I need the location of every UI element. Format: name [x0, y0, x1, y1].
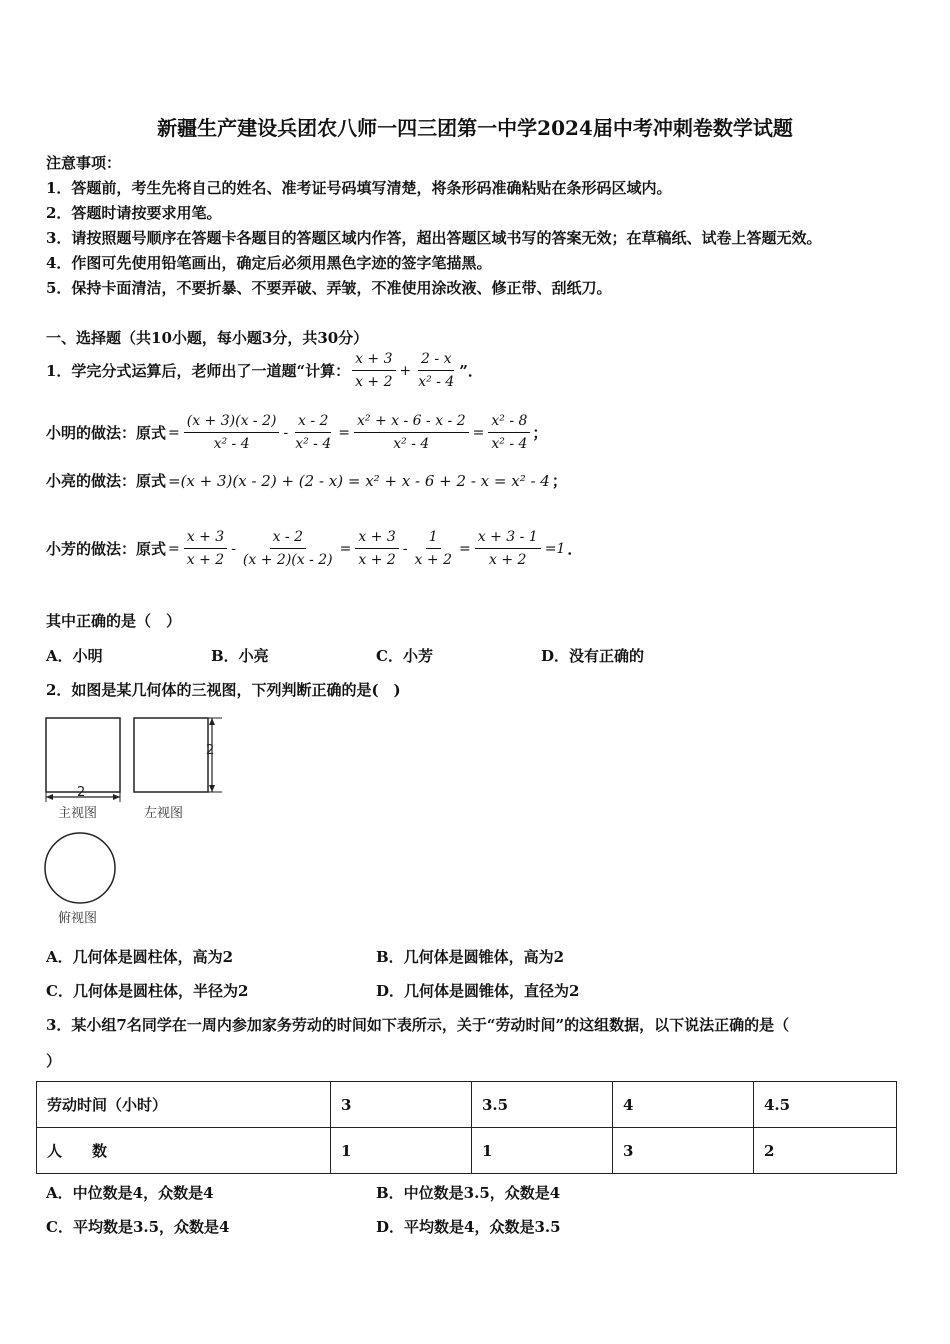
notice-item: 5．保持卡面清洁，不要折暴、不要弄破、弄皱，不准使用涂改液、修正带、刮纸刀。	[46, 279, 612, 297]
side-view-rect	[134, 718, 208, 792]
fraction: $\frac{\text{x² - 8}}{\text{x² - 4}}$	[488, 410, 530, 455]
xiaoliang-label: 小亮的做法：原式	[46, 472, 167, 490]
table-cell: 1	[331, 1128, 472, 1174]
q3-option-c[interactable]: C．平均数是3.5，众数是4	[46, 1218, 230, 1236]
notice-heading: 注意事项：	[46, 154, 122, 172]
q1-option-c[interactable]: C．小芳	[376, 647, 433, 665]
width-dimension-label: 2	[77, 785, 86, 800]
table-cell: 人 数	[37, 1128, 331, 1174]
table-cell: 3	[613, 1128, 754, 1174]
table-cell: 4.5	[754, 1082, 897, 1128]
table-row	[37, 1128, 897, 1174]
q2-option-d[interactable]: D．几何体是圆锥体，直径为2	[376, 982, 580, 1000]
q1-xiaoming-line: 小明的做法：原式 = $\frac{(x + 3)(x - 2)}{\text{x² - 4}}$ - $\frac{x - 2}{\text{x² - 4}}$ = $\frac{\text{x² + x - 6 - x - 2}}{\text{x² - 4}}$ = $\frac{\text{x² - 8}}{\text{x² - 4}}$ ；	[46, 410, 547, 455]
fraction: $\frac{x + 3 - 1}{x + 2}$	[475, 526, 541, 571]
top-view-circle	[45, 833, 115, 903]
table-cell: 劳动时间（小时）	[37, 1082, 331, 1128]
q2-option-c[interactable]: C．几何体是圆柱体，半径为2	[46, 982, 249, 1000]
q1-xiaoliang-line: 小亮的做法：原式 =(x + 3)(x - 2) + (2 - x) = x² + x - 6 + 2 - x = x² - 4 ；	[46, 471, 567, 490]
q1-option-b[interactable]: B．小亮	[211, 647, 269, 665]
fraction: $\frac{\text{x² + x - 6 - x - 2}}{\text{x² - 4}}$	[354, 410, 469, 455]
fraction: $\frac{(x + 3)(x - 2)}{\text{x² - 4}}$	[184, 410, 280, 455]
labor-time-table	[36, 1081, 897, 1174]
table-cell: 1	[472, 1128, 613, 1174]
xiaofang-label: 小芳的做法：原式	[46, 540, 167, 558]
notice-item: 4．作图可先使用铅笔画出，确定后必须用黑色字迹的签字笔描黑。	[46, 254, 492, 272]
q1-stem-prefix: 1．学完分式运算后，老师出了一道题“计算：	[46, 362, 351, 380]
table-cell: 3	[331, 1082, 472, 1128]
table-cell: 2	[754, 1128, 897, 1174]
front-view-label: 主视图	[58, 806, 98, 821]
fraction: $\frac{x + 3}{x + 2}$	[184, 526, 227, 571]
notice-item: 3．请按照题号顺序在答题卡各题目的答题区域内作答，超出答题区域书写的答案无效；在草稿纸、试卷上答题无效。	[46, 229, 822, 247]
fraction: $\frac{x - 2}{(x + 2)(x - 2)}$	[240, 526, 336, 571]
fraction: $\frac{x - 2}{\text{x² - 4}}$	[292, 410, 334, 455]
fraction: $\frac{x + 3}{x + 2}$	[355, 526, 398, 571]
notice-item: 2．答题时请按要求用笔。	[46, 204, 222, 222]
q1-stem-suffix: ”．	[459, 362, 483, 380]
q1-option-a[interactable]: A．小明	[46, 647, 103, 665]
q2-option-a[interactable]: A．几何体是圆柱体，高为2	[46, 948, 234, 966]
fraction: $\frac{x + 3}{x + 2}$	[352, 348, 395, 393]
xiaoming-label: 小明的做法：原式	[46, 424, 167, 442]
q2-stem: 2．如图是某几何体的三视图，下列判断正确的是( )	[46, 681, 401, 699]
side-view-label: 左视图	[144, 806, 184, 821]
q3-option-a[interactable]: A．中位数是4，众数是4	[46, 1184, 214, 1202]
table-cell: 4	[613, 1082, 754, 1128]
q3-stem-line2: ）	[46, 1052, 62, 1070]
fraction: $\frac{1}{x + 2}$	[412, 526, 455, 571]
q1-xiaofang-line: 小芳的做法：原式 = $\frac{x + 3}{x + 2}$ - $\frac{x - 2}{(x + 2)(x - 2)}$ = $\frac{x + 3}{x + 2}$ - $\frac{1}{x + 2}$ = $\frac{x + 3 - 1}{x + 2}$ =1 ．	[46, 526, 582, 571]
q3-option-b[interactable]: B．中位数是3.5，众数是4	[376, 1184, 561, 1202]
q3-option-d[interactable]: D．平均数是4，众数是3.5	[376, 1218, 561, 1236]
height-dimension-label: 2	[206, 743, 215, 758]
q1-question: 其中正确的是（ ）	[46, 612, 182, 630]
page-title: 新疆生产建设兵团农八师一四三团第一中学2024届中考冲刺卷数学试题	[157, 116, 793, 140]
table-cell: 3.5	[472, 1082, 613, 1128]
fraction: $\frac{2 - x}{\text{x² - 4}}$	[415, 348, 457, 393]
top-view-label: 俯视图	[58, 911, 98, 926]
table-row	[37, 1082, 897, 1128]
notice-item: 1．答题前，考生先将自己的姓名、准考证号码填写清楚，将条形码准确粘贴在条形码区域内。	[46, 179, 672, 197]
xiaoliang-expression: =(x + 3)(x - 2) + (2 - x) = x² + x - 6 + 2 - x = x² - 4	[168, 471, 550, 490]
front-view-rect	[46, 718, 120, 792]
q3-stem-line1: 3．某小组7名同学在一周内参加家务劳动的时间如下表所示，关于“劳动时间”的这组数据，以下说法正确的是（	[46, 1016, 790, 1034]
section-heading: 一、选择题（共10小题，每小题3分，共30分）	[46, 329, 369, 347]
q1-stem: 1．学完分式运算后，老师出了一道题“计算： $\frac{x + 3}{x + 2}$ + $\frac{2 - x}{\text{x² - 4}}$ ”．	[46, 348, 483, 393]
three-view-figure	[40, 712, 240, 932]
q1-option-d[interactable]: D．没有正确的	[541, 647, 645, 665]
q2-option-b[interactable]: B．几何体是圆锥体，高为2	[376, 948, 565, 966]
